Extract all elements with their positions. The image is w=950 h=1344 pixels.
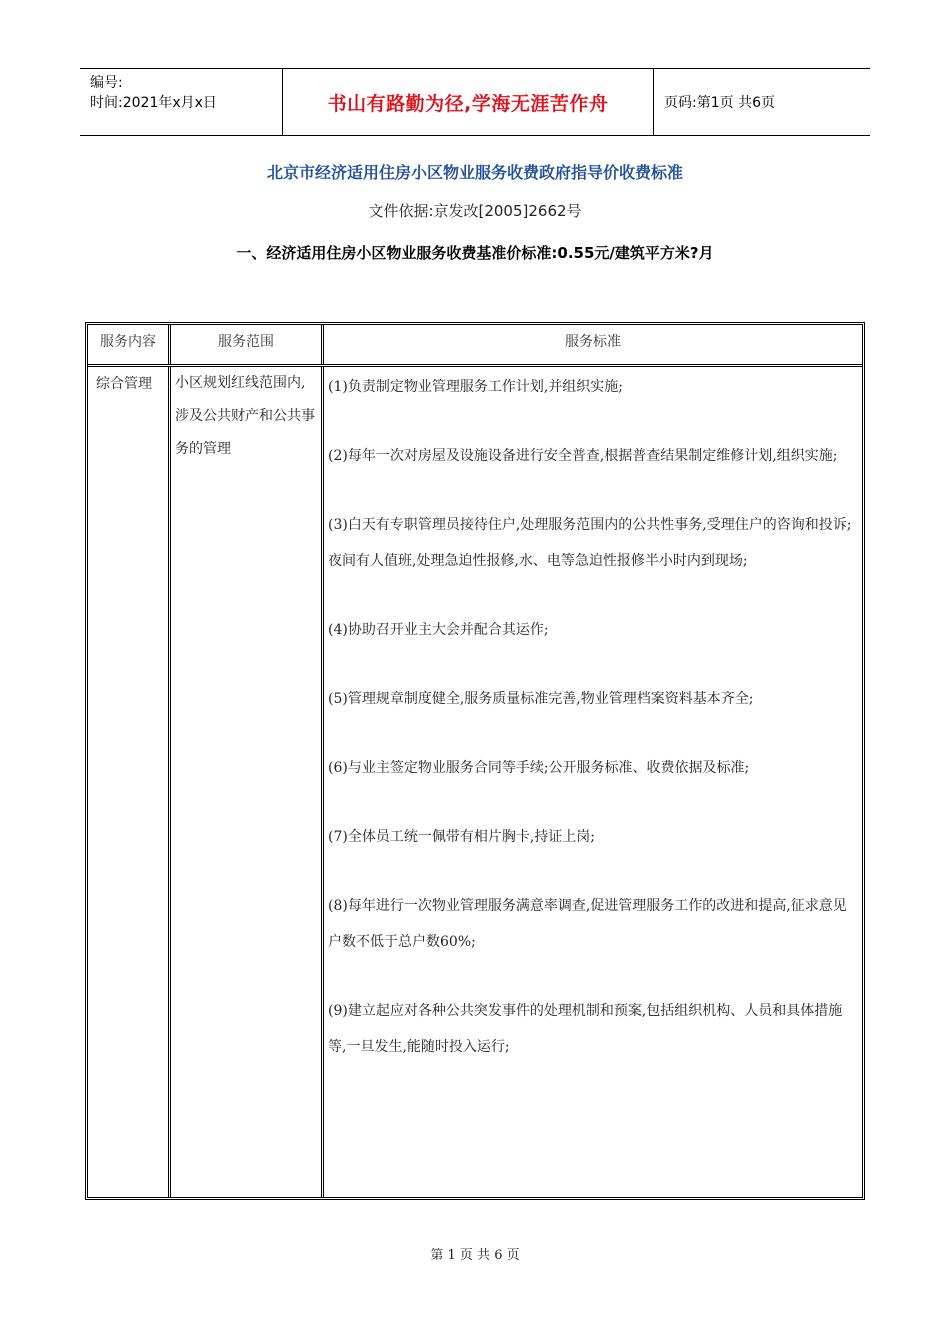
standard-item: (2)每年一次对房屋及设施设备进行安全普查,根据普查结果制定维修计划,组织实施; bbox=[328, 448, 838, 464]
header-motto: 书山有路勤为径,学海无涯苦作舟 bbox=[282, 69, 654, 135]
document-basis: 文件依据:京发改[2005]2662号 bbox=[368, 202, 582, 220]
header-meta bbox=[80, 69, 282, 135]
standard-item: (7)全体员工统一佩带有相片胸卡,持证上岗; bbox=[328, 829, 595, 845]
service-standard-table bbox=[85, 322, 865, 1200]
standard-item: (1)负责制定物业管理服务工作计划,并组织实施; bbox=[328, 379, 623, 395]
service-scope-cell: 小区规划红线范围内,涉及公共财产和公共事务的管理 bbox=[171, 367, 324, 1197]
header-page-label: 页码:第1页 共6页 bbox=[664, 95, 775, 111]
table-row bbox=[88, 367, 862, 1197]
table-header-row bbox=[88, 325, 862, 367]
document-title: 北京市经济适用住房小区物业服务收费政府指导价收费标准 bbox=[266, 163, 683, 182]
standard-item: (6)与业主签定物业服务合同等手续;公开服务标准、收费依据及标准; bbox=[328, 760, 750, 776]
standard-item: (5)管理规章制度健全,服务质量标准完善,物业管理档案资料基本齐全; bbox=[328, 691, 754, 707]
standard-item: (9)建立起应对各种公共突发事件的处理机制和预案,包括组织机构、人员和具体措施等,一旦发生,能随时投入运行; bbox=[328, 1003, 843, 1055]
document-time-label: 时间:2021年x月x日 bbox=[90, 95, 217, 111]
page-footer: 第 1 页 共 6 页 bbox=[430, 1248, 520, 1263]
service-standard-cell bbox=[324, 367, 862, 1197]
service-content-cell: 综合管理 bbox=[88, 367, 171, 1197]
document-number-label: 编号: bbox=[90, 75, 123, 91]
column-header-scope: 服务范围 bbox=[171, 325, 324, 364]
section-heading: 一、经济适用住房小区物业服务收费基准价标准:0.55元/建筑平方米?月 bbox=[236, 244, 714, 262]
page-header bbox=[80, 68, 870, 136]
standard-item: (8)每年进行一次物业管理服务满意率调查,促进管理服务工作的改进和提高,征求意见户数不低于总户数60%; bbox=[328, 898, 847, 950]
standard-item: (3)白天有专职管理员接待住户,处理服务范围内的公共性事务,受理住户的咨询和投诉;夜间有人值班,处理急迫性报修,水、电等急迫性报修半小时内到现场; bbox=[328, 517, 852, 569]
column-header-standard: 服务标准 bbox=[565, 334, 621, 350]
standard-item: (4)协助召开业主大会并配合其运作; bbox=[328, 622, 549, 638]
column-header-content: 服务内容 bbox=[88, 325, 171, 364]
